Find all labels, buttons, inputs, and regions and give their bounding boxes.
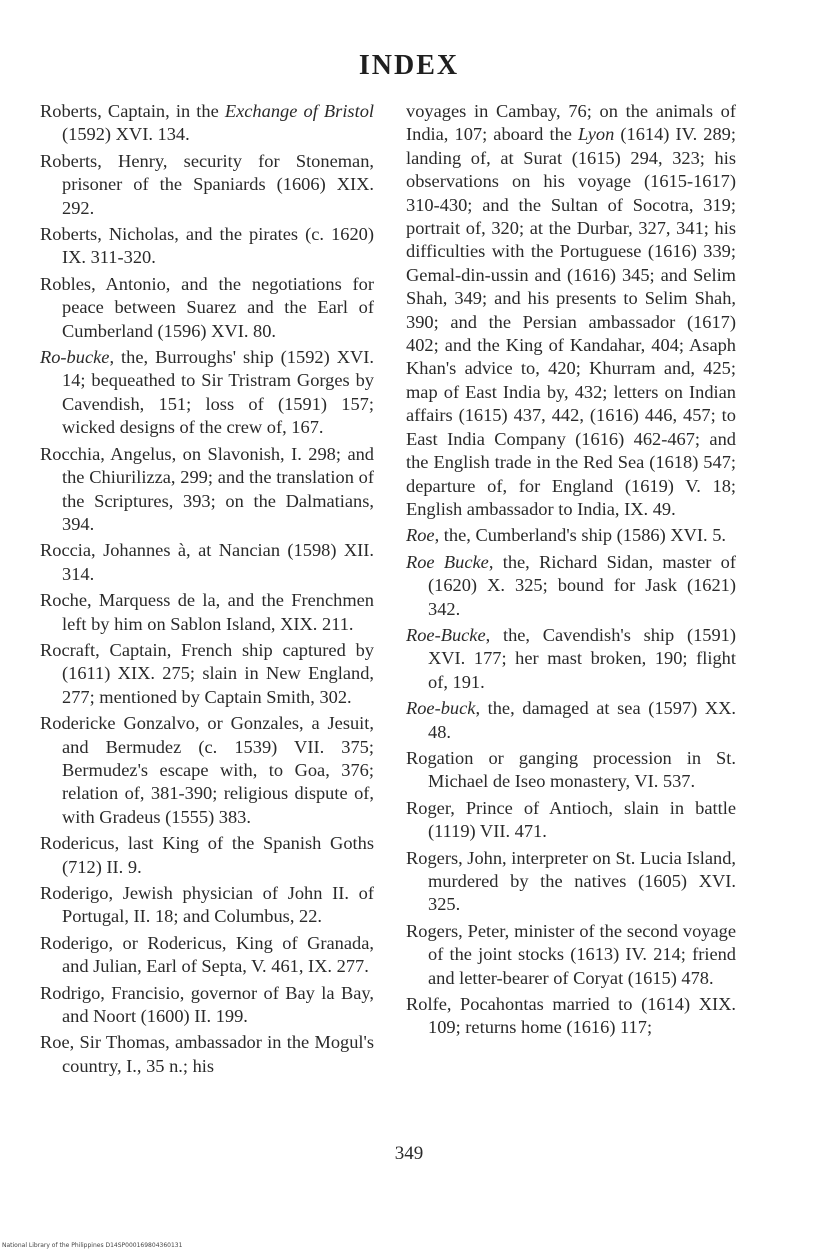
entry-italic-title: Exchange of Bristol xyxy=(224,101,374,121)
index-entry xyxy=(40,346,374,440)
index-entry xyxy=(40,1031,374,1078)
index-entry xyxy=(406,797,736,844)
entry-text: Rodericke Gonzalvo, or Gonzales, a Jesuit, and Bermudez (c. 1539) VII. 375; Bermudez's escape with, to Goa, 376; relation of, 381-390; religious dispute of, with Gradeus (1555) 383. xyxy=(40,713,374,827)
entry-text: Robles, Antonio, and the negotiations for peace between Suarez and the Earl of Cumberland (1596) XVI. 80. xyxy=(40,273,374,341)
entry-text: Rodrigo, Francisio, governor of Bay la Bay, and Noort (1600) II. 199. xyxy=(40,982,374,1027)
entry-text: Rogation or ganging procession in St. Michael de Iseo monastery, VI. 537. xyxy=(406,747,736,792)
entry-text: Roberts, Henry, security for Stoneman, prisoner of the Spaniards (1606) XIX. 292. xyxy=(40,150,374,218)
index-entry xyxy=(40,223,374,270)
entry-text: Roccia, Johannes à, at Nancian (1598) XII. 314. xyxy=(40,540,374,584)
entry-italic-title: Lyon xyxy=(578,124,615,145)
entry-text: Rolfe, Pocahontas married to (1614) XIX. 109; returns home (1616) 117; xyxy=(406,994,736,1038)
entry-text: (1614) IV. 289; landing of, at Surat (1615) 294, 323; his observations on his voyage (1615-1617) 310-430; and the Sultan of Socotra, 319; portrait of, 320; at the Durbar, 327, 341; his difficulties with the Portuguese (1616) 339; Gemal-din-ussin and (1616) 345; and Selim Shah, 349; and his presents to Selim Shah, 390; and the Persian ambassador (1617) 402; and the King of Kandahar, 404; Asaph Khan's advice to, 420; Khurram and, 425; map of East India by, 432; letters on Indian affairs (1615) 437, 442, (1616) 446, 457; to East India Company (1616) 462-467; and the English trade in the Red Sea (1618) 547; departure of, for England (1619) V. 18; English ambassador to India, IX. 49. xyxy=(406,124,736,519)
index-entry xyxy=(406,100,736,521)
index-entry xyxy=(40,273,374,343)
entry-text: Rodericus, last King of the Spanish Goths (712) II. 9. xyxy=(40,833,374,877)
index-column-left xyxy=(40,100,374,1081)
index-entry xyxy=(406,993,736,1040)
index-entry xyxy=(40,150,374,220)
index-entry xyxy=(40,589,374,636)
index-entry xyxy=(40,882,374,929)
index-entry xyxy=(406,524,736,547)
entry-text: Roe, Sir Thomas, ambassador in the Mogul's country, I., 35 n.; his xyxy=(40,1032,374,1076)
entry-text: , the, Cavendish's ship (1591) XVI. 177; her mast broken, 190; flight of, 191. xyxy=(428,624,736,692)
entry-text: Rogers, Peter, minister of the second voyage of the joint stocks (1613) IV. 214; friend and letter-bearer of Coryat (1615) 478. xyxy=(406,920,736,988)
entry-text: , the, Burroughs' ship (1592) XVI. 14; bequeathed to Sir Tristram Gorges by Cavendish, 151; loss of (1591) 157; wicked designs of the crew of, 167. xyxy=(62,347,374,438)
index-entry xyxy=(406,847,736,917)
index-entry xyxy=(40,832,374,879)
entry-italic-title: Ro-bucke xyxy=(40,347,110,368)
index-entry xyxy=(406,551,736,621)
entry-text: voyages in Cambay, 76; on the animals of India, 107; aboard the xyxy=(406,101,736,145)
index-entry xyxy=(406,697,736,744)
index-entry xyxy=(406,624,736,694)
index-column-right xyxy=(406,100,736,1043)
index-entry xyxy=(406,747,736,794)
page-title: INDEX xyxy=(358,50,460,81)
index-entry xyxy=(40,639,374,709)
index-entry xyxy=(40,539,374,586)
entry-text: Rocraft, Captain, French ship captured by (1611) XIX. 275; slain in New England, 277; mentioned by Captain Smith, 302. xyxy=(40,639,374,707)
entry-italic-title: Roe-Bucke xyxy=(406,624,486,645)
entry-text: Roger, Prince of Antioch, slain in battle (1119) VII. 471. xyxy=(406,797,736,842)
footer-credit: National Library of the Philippines D14SP000169804360131 xyxy=(2,1242,183,1249)
entry-italic-title: Roe-buck xyxy=(406,698,476,719)
entry-text: , the, damaged at sea (1597) XX. 48. xyxy=(428,698,736,742)
entry-text: Rogers, John, interpreter on St. Lucia Island, murdered by the natives (1605) XVI. 325. xyxy=(406,847,736,915)
entry-text: , the, Cumberland's ship (1586) XVI. 5. xyxy=(434,525,726,546)
index-entry xyxy=(40,100,374,147)
entry-text: , the, Richard Sidan, master of (1620) X. 325; bound for Jask (1621) 342. xyxy=(428,551,736,619)
page-number: 349 xyxy=(394,1143,424,1164)
entry-text: Roche, Marquess de la, and the Frenchmen left by him on Sablon Island, XIX. 211. xyxy=(40,590,374,634)
index-entry xyxy=(40,712,374,829)
entry-text: Roderigo, Jewish physician of John II. of Portugal, II. 18; and Columbus, 22. xyxy=(40,883,374,927)
index-entry xyxy=(40,932,374,979)
entry-text: Roberts, Captain, in the xyxy=(40,101,225,121)
entry-text: Roberts, Nicholas, and the pirates (c. 1620) IX. 311-320. xyxy=(40,224,374,268)
entry-italic-title: Roe xyxy=(406,525,435,546)
index-entry xyxy=(40,982,374,1029)
index-entry xyxy=(40,443,374,537)
entry-text: Rocchia, Angelus, on Slavonish, I. 298; and the Chiurilizza, 299; and the translation of the Scriptures, 393; on the Dalmatians, 394. xyxy=(40,443,374,534)
entry-text: (1592) XVI. 134. xyxy=(62,124,190,145)
entry-text: Roderigo, or Rodericus, King of Granada, and Julian, Earl of Septa, V. 461, IX. 277. xyxy=(40,932,374,977)
entry-italic-title: Roe Bucke xyxy=(406,551,489,572)
index-entry xyxy=(406,920,736,990)
